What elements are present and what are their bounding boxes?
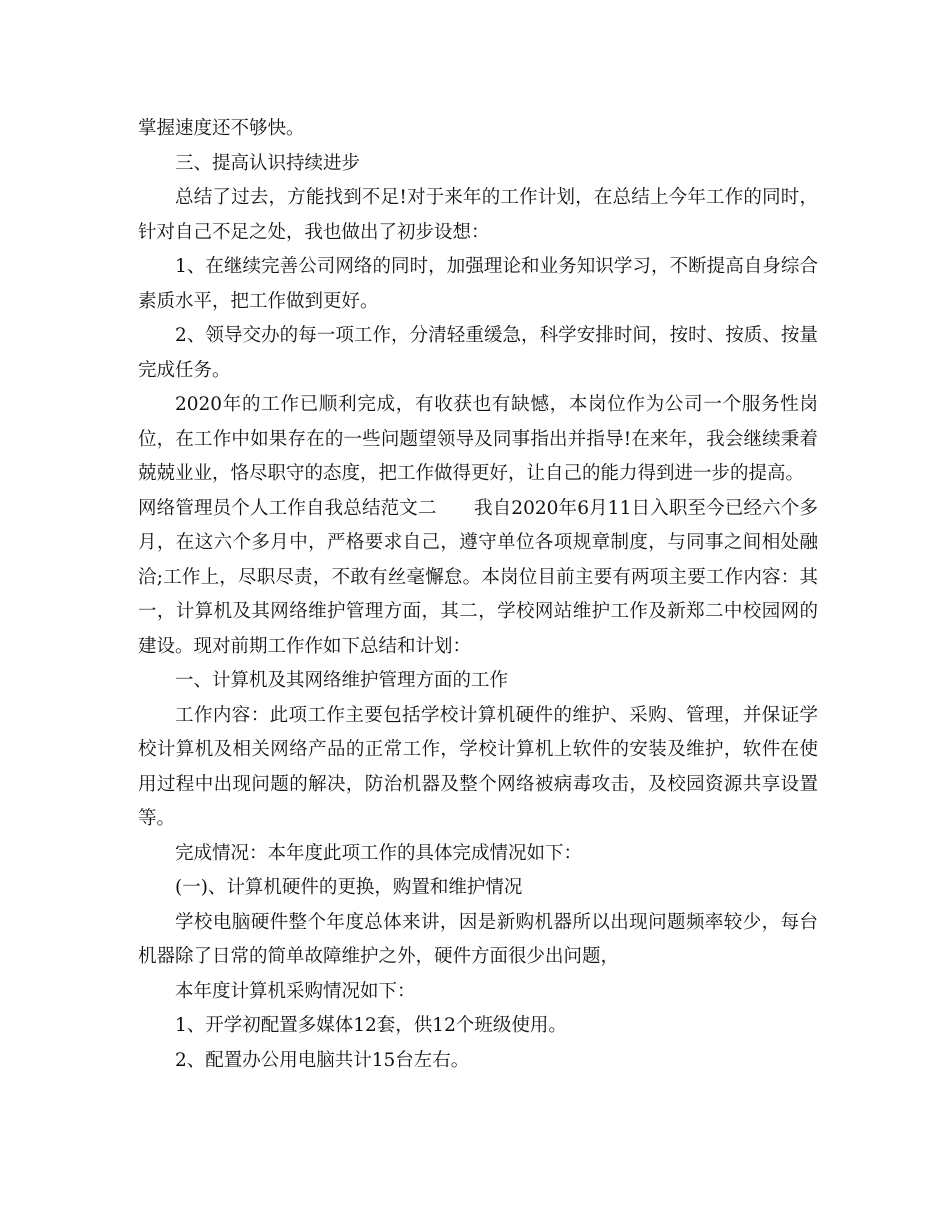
paragraph: 工作内容：此项工作主要包括学校计算机硬件的维护、采购、管理，并保证学校计算机及相关网络产品的正常工作，学校计算机上软件的安装及维护，软件在使用过程中出现问题的解决，防治机器及整个网络被病毒攻击，及校园资源共享设置等。 bbox=[138, 704, 818, 829]
document-body bbox=[138, 112, 818, 1078]
subsection-heading: (一)、计算机硬件的更换，购置和维护情况 bbox=[175, 877, 523, 898]
paragraph: 2020年的工作已顺利完成，有收获也有缺憾，本岗位作为公司一个服务性岗位，在工作中如果存在的一些问题望领导及同事指出并指导!在来年，我会继续秉着兢兢业业，恪尽职守的态度，把工作做得更好，让自己的能力得到进一步的提高。 bbox=[138, 394, 818, 484]
paragraph: 掌握速度还不够快。 bbox=[138, 118, 305, 139]
list-item: 2、配置办公用电脑共计15台左右。 bbox=[175, 1049, 470, 1071]
list-item: 1、开学初配置多媒体12套，供12个班级使用。 bbox=[175, 1015, 567, 1036]
section-heading: 三、提高认识持续进步 bbox=[175, 152, 361, 174]
list-item: 1、在继续完善公司网络的同时，加强理论和业务知识学习，不断提高自身综合素质水平，把工作做到更好。 bbox=[138, 256, 818, 312]
paragraph: 总结了过去，方能找到不足!对于来年的工作计划，在总结上今年工作的同时，针对自己不足之处，我也做出了初步设想： bbox=[138, 187, 818, 243]
section-heading: 一、计算机及其网络维护管理方面的工作 bbox=[175, 670, 509, 691]
list-item: 2、领导交办的每一项工作，分清轻重缓急，科学安排时间，按时、按质、按量完成任务。 bbox=[138, 325, 818, 381]
paragraph: 学校电脑硬件整个年度总体来讲，因是新购机器所以出现问题频率较少，每台机器除了日常的简单故障维护之外，硬件方面很少出问题， bbox=[138, 911, 818, 967]
paragraph: 网络管理员个人工作自我总结范文二 我自2020年6月11日入职至今已经六个多月，在这六个多月中，严格要求自己，遵守单位各项规章制度，与同事之间相处融洽;工作上，尽职尽责，不敢有丝毫懈怠。本岗位目前主要有两项主要工作内容：其一，计算机及其网络维护管理方面，其二，学校网站维护工作及新郑二中校园网的建设。现对前期工作作如下总结和计划： bbox=[138, 497, 818, 657]
paragraph: 本年度计算机采购情况如下： bbox=[175, 980, 416, 1002]
paragraph: 完成情况：本年度此项工作的具体完成情况如下： bbox=[175, 842, 583, 864]
